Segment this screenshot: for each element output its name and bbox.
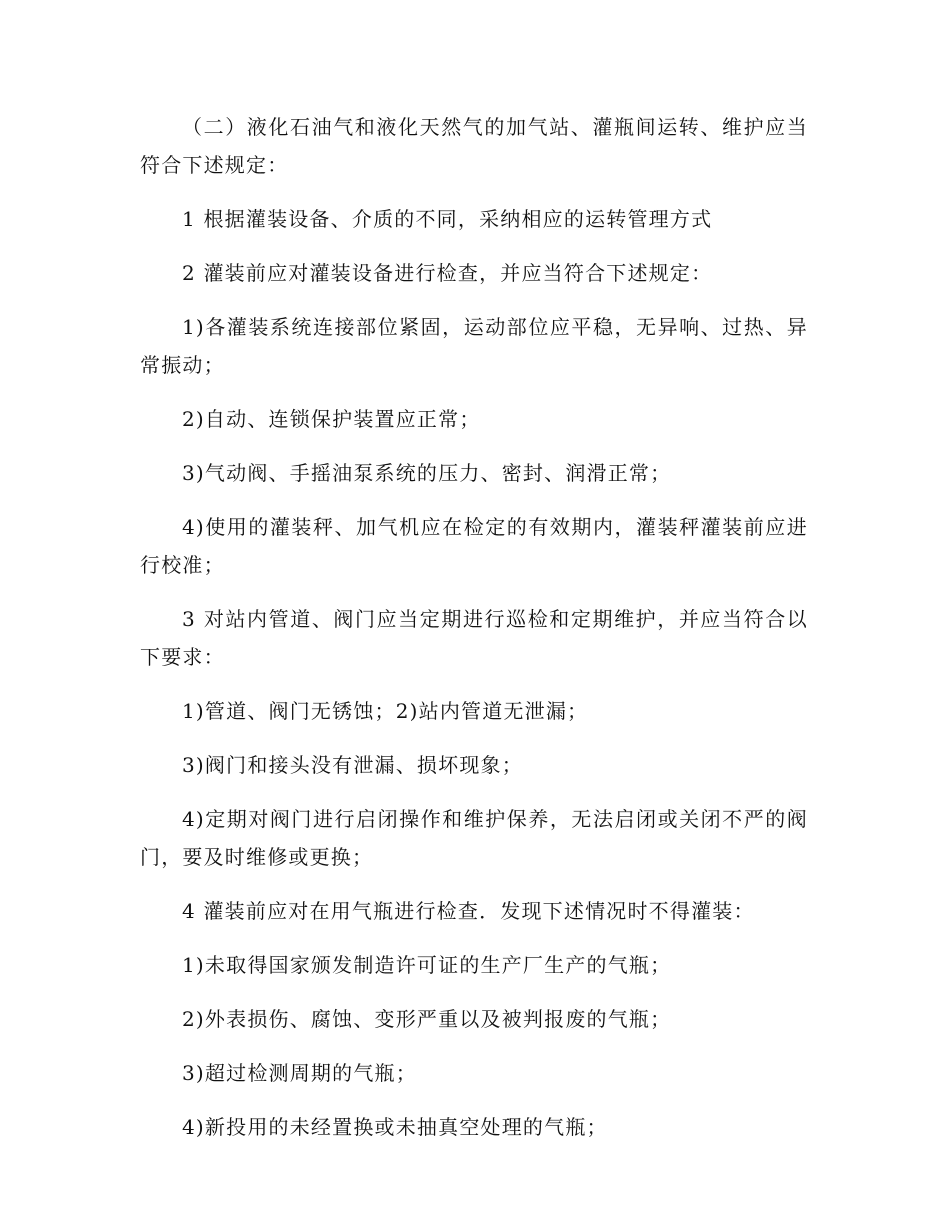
sub-list-item: 2)外表损伤、腐蚀、变形严重以及被判报废的气瓶； <box>182 1007 672 1031</box>
sub-list-item: 1)各灌装系统连接部位紧固，运动部位应平稳，无异响、过热、异常振动； <box>140 315 808 377</box>
list-item: 4 灌装前应对在用气瓶进行检查．发现下述情况时不得灌装： <box>182 899 755 923</box>
section-heading: （二）液化石油气和液化天然气的加气站、灌瓶间运转、维护应当符合下述规定： <box>140 115 808 177</box>
sub-list-item: 3)气动阀、手摇油泵系统的压力、密封、润滑正常； <box>182 461 672 485</box>
sub-list-item: 4)新投用的未经置换或未抽真空处理的气瓶； <box>182 1115 608 1139</box>
list-item: 1 根据灌装设备、介质的不同，采纳相应的运转管理方式 <box>182 207 713 231</box>
sub-list-item: 1)未取得国家颁发制造许可证的生产厂生产的气瓶； <box>182 953 672 977</box>
sub-list-item: 1)管道、阀门无锈蚀；2)站内管道无泄漏； <box>182 699 589 723</box>
sub-list-item: 2)自动、连锁保护装置应正常； <box>182 407 481 431</box>
sub-list-item: 3)超过检测周期的气瓶； <box>182 1061 417 1085</box>
list-item: 3 对站内管道、阀门应当定期进行巡检和定期维护，并应当符合以下要求： <box>140 607 808 669</box>
sub-list-item: 4)使用的灌装秤、加气机应在检定的有效期内，灌装秤灌装前应进行校准； <box>140 515 808 577</box>
list-item: 2 灌装前应对灌装设备进行检查，并应当符合下述规定： <box>182 261 713 285</box>
sub-list-item: 3)阀门和接头没有泄漏、损坏现象； <box>182 753 523 777</box>
sub-list-item: 4)定期对阀门进行启闭操作和维护保养，无法启闭或关闭不严的阀门，要及时维修或更换； <box>140 807 808 869</box>
document-body <box>140 108 808 1162</box>
